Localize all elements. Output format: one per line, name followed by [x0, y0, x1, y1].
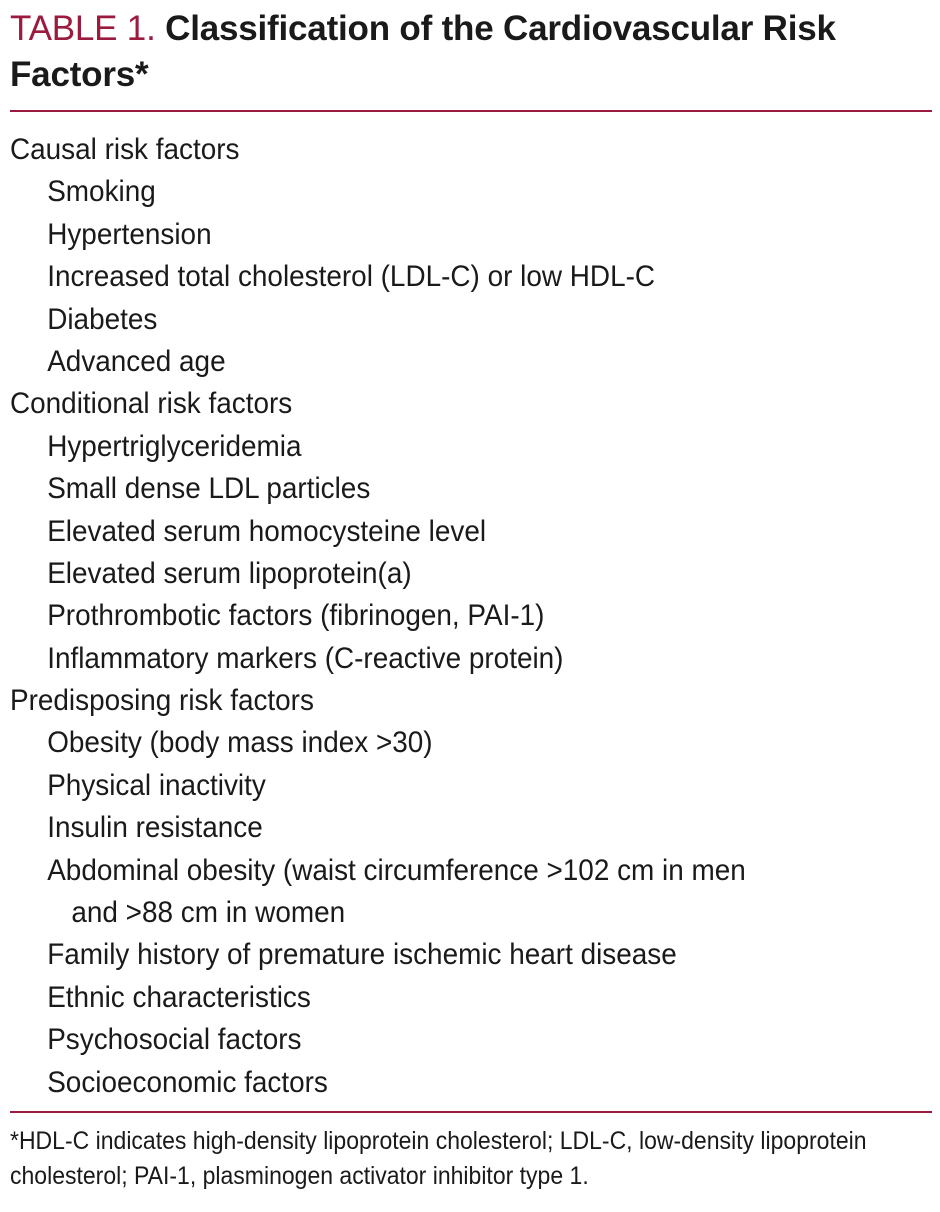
- table-title-text: Classification of the Cardiovascular Risk Factors*: [10, 9, 836, 94]
- list-item: Family history of premature ischemic heart disease: [47, 938, 677, 972]
- table-title: [10, 6, 932, 98]
- list-item: Insulin resistance: [47, 811, 263, 845]
- list-item-continuation: and >88 cm in women: [71, 896, 346, 930]
- list-item: Obesity (body mass index >30): [47, 726, 433, 760]
- list-item: Elevated serum homocysteine level: [47, 514, 487, 548]
- list-item: Physical inactivity: [47, 768, 266, 802]
- list-item: Psychosocial factors: [47, 1023, 302, 1057]
- list-item: Abdominal obesity (waist circumference >102 cm in men: [47, 853, 746, 887]
- table-container: [10, 0, 932, 1190]
- list-item: Prothrombotic factors (fibrinogen, PAI-1): [47, 599, 545, 633]
- bottom-rule: [10, 1111, 932, 1113]
- list-item: Hypertension: [47, 217, 212, 251]
- list-item: Ethnic characteristics: [47, 980, 311, 1014]
- list-item: Socioeconomic factors: [47, 1065, 328, 1099]
- group-heading-causal: Causal risk factors: [10, 133, 240, 166]
- table-label: TABLE 1.: [10, 9, 156, 48]
- list-item: Small dense LDL particles: [47, 472, 371, 506]
- group-heading-conditional: Conditional risk factors: [10, 387, 293, 421]
- list-item: Hypertriglyceridemia: [47, 429, 302, 463]
- table-body: [10, 129, 931, 1104]
- table-footnote: *HDL-C indicates high-density lipoprotein cholesterol; LDL-C, low-density lipoprotein cholesterol; PAI-1, plasminogen activator inhibitor type 1.: [10, 1127, 867, 1190]
- top-rule: [10, 110, 932, 112]
- list-item: Diabetes: [47, 302, 158, 336]
- list-item: Inflammatory markers (C-reactive protein): [47, 641, 564, 675]
- list-item: Elevated serum lipoprotein(a): [47, 556, 412, 590]
- list-item: Smoking: [47, 175, 156, 209]
- group-heading-predisposing: Predisposing risk factors: [10, 684, 314, 718]
- list-item: Increased total cholesterol (LDL-C) or low HDL-C: [47, 260, 656, 294]
- list-item: Advanced age: [47, 344, 226, 378]
